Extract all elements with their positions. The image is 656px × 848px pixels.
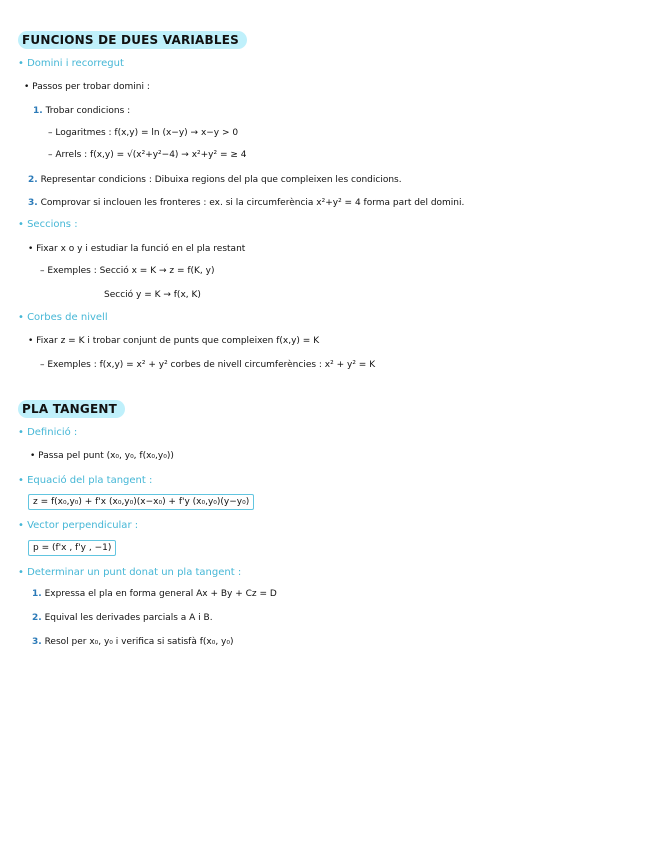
determinar-step1 xyxy=(32,589,277,599)
section-vector: • Vector perpendicular : xyxy=(18,520,139,531)
domini-step3 xyxy=(28,198,464,208)
determinar-step3 xyxy=(32,637,233,647)
step-number: 3. xyxy=(28,198,38,208)
tangent-plane-formula: z = f(x₀,y₀) + f'x (x₀,y₀)(x−x₀) + f'y (x₀,y₀)(y−y₀) xyxy=(28,494,254,510)
step-number: 3. xyxy=(32,637,42,647)
seccions-example-1: – Exemples : Secció x = K → z = f(K, y) xyxy=(40,266,215,276)
heading-functions: FUNCIONS DE DUES VARIABLES xyxy=(18,31,247,49)
step-text: Representar condicions : Dibuixa regions del pla que compleixen les condicions. xyxy=(40,175,402,185)
section-definicio: • Definició : xyxy=(18,427,78,438)
domini-root-rule: – Arrels : f(x,y) = √(x²+y²−4) → x²+y² = ≥ 4 xyxy=(48,150,247,160)
section-determinar: • Determinar un punt donat un pla tangent : xyxy=(18,567,242,578)
step-number: 2. xyxy=(32,613,42,623)
corbes-example: – Exemples : f(x,y) = x² + y² corbes de nivell circumferències : x² + y² = K xyxy=(40,360,376,370)
seccions-fix: • Fixar x o y i estudiar la funció en el pla restant xyxy=(28,244,246,254)
definicio-text: • Passa pel punt (x₀, y₀, f(x₀,y₀)) xyxy=(30,451,174,461)
section-domini: • Domini i recorregut xyxy=(18,58,124,69)
section-equacio: • Equació del pla tangent : xyxy=(18,475,153,486)
domini-step2 xyxy=(28,175,402,185)
step-text: Equival les derivades parcials a A i B. xyxy=(44,613,213,623)
seccions-example-2: Secció y = K → f(x, K) xyxy=(104,290,201,300)
section-corbes: • Corbes de nivell xyxy=(18,312,108,323)
step-text: Trobar condicions : xyxy=(45,106,131,116)
step-number: 2. xyxy=(28,175,38,185)
step-text: Resol per x₀, y₀ i verifica si satisfà f(x₀, y₀) xyxy=(44,637,234,647)
step-text: Comprovar si inclouen les fronteres : ex. si la circumferència x²+y² = 4 forma part del domini. xyxy=(40,198,465,208)
heading-pla-tangent: PLA TANGENT xyxy=(18,400,125,418)
corbes-fix: • Fixar z = K i trobar conjunt de punts que compleixen f(x,y) = K xyxy=(28,336,320,346)
section-seccions: • Seccions : xyxy=(18,219,78,230)
step-text: Expressa el pla en forma general Ax + By + Cz = D xyxy=(44,589,277,599)
perpendicular-vector-formula: p = (f'x , f'y , −1) xyxy=(28,540,116,556)
domini-steps-intro: • Passos per trobar domini : xyxy=(24,82,150,92)
determinar-step2 xyxy=(32,613,213,623)
step-number: 1. xyxy=(32,589,42,599)
step-number: 1. xyxy=(33,106,43,116)
domini-log-rule: – Logaritmes : f(x,y) = ln (x−y) → x−y > 0 xyxy=(48,128,239,138)
domini-step1 xyxy=(33,106,130,116)
